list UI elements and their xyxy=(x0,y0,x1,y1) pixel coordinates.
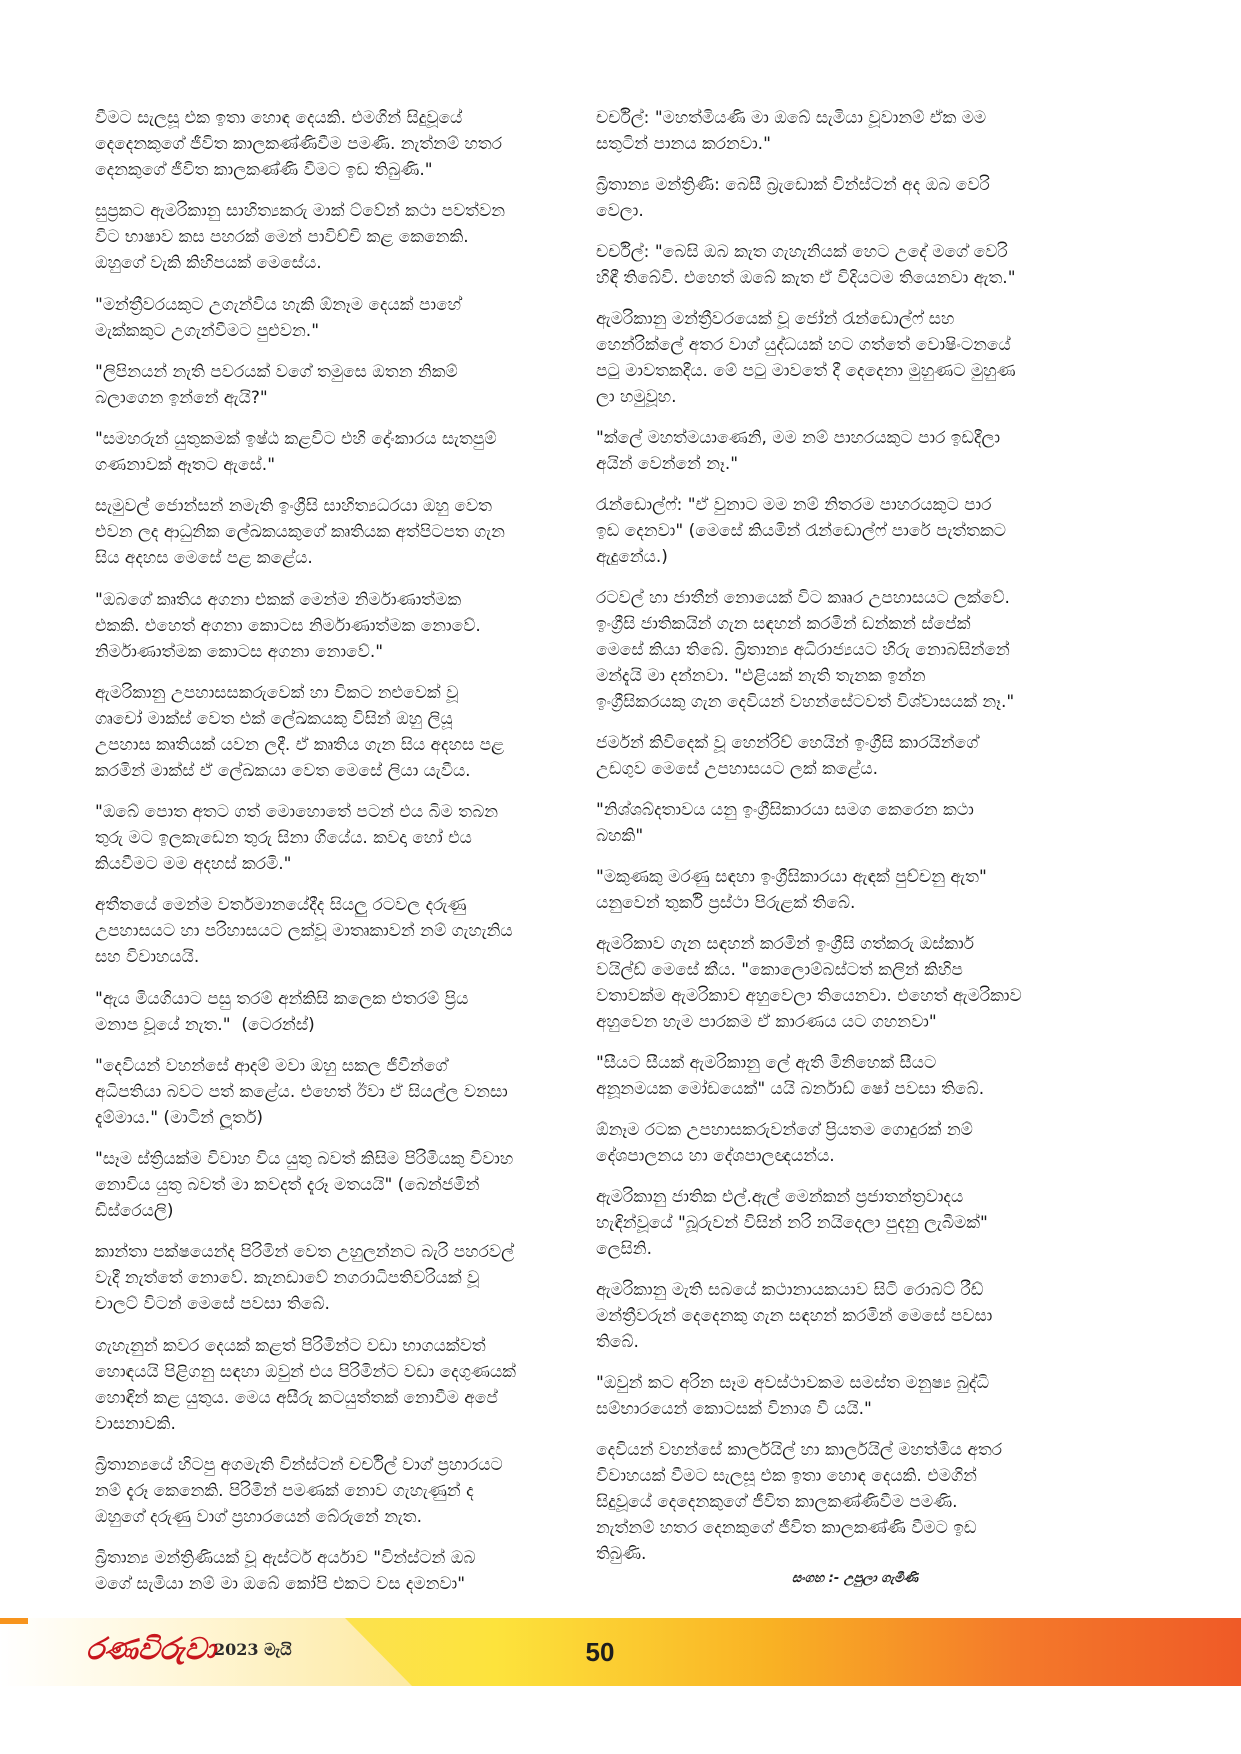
text-line: එකකි. එහෙත් අගනා කොටස නිර්මාණාත්මක නොවේ. xyxy=(95,615,481,636)
text-line: දැම්මාය." (මාටින් ලූතර්) xyxy=(95,1107,263,1128)
text-line: "සමහරුන් යුතුකමක් ඉෂ්ඨ කළවිට එහි දෝංකාරය සැතපුම් xyxy=(95,429,497,449)
text-line: මන්දැයි මා දන්නවා. "එළියක් නැති තැනක ඉන්න xyxy=(596,666,926,686)
magazine-logo: රණවිරුවා xyxy=(86,1632,216,1667)
text-line: හැඳින්වූයේ "බූරුවන් විසින් නරි නයිදෙලා පුදනු ලැබීමක්" xyxy=(596,1213,988,1233)
text-line: ඕනෑම රටක උපහාසකරුවන්ගේ ප්‍රියතම ගොදුරක් නම් xyxy=(596,1120,973,1140)
page-number: 50 xyxy=(585,1637,615,1667)
text-line: චාලට් විටන් මෙසේ පවසා තිබේ. xyxy=(95,1294,330,1315)
paragraph xyxy=(95,198,577,276)
text-line: ඔහුගේ දරුණු වාග් ප්‍රහාරයෙන් බේරුනේ නැත. xyxy=(95,1506,422,1527)
text-line: කාන්තා පක්ෂයෙන්ද පිරිමින් වෙත උහුලන්නට බැරි පහරවල් xyxy=(95,1242,515,1263)
text-line: ඇමරිකානු උපහාසසකරුවෙක් හා විකට නළුවෙක් වූ xyxy=(95,682,459,703)
paragraph xyxy=(596,1184,1088,1262)
text-line: "ක්ලේ මහත්මයාණෙනි, මම නම් පාහරයකුට පාර ඉඩදීලා xyxy=(596,428,1001,448)
page-footer xyxy=(0,1618,1241,1686)
text-line: මෙසේ කියා තිබේ. බ්‍රිතාන්‍ය අධිරාජ්‍යයට හිරු නොබසින්නේ xyxy=(596,640,1010,660)
right-text-column xyxy=(596,105,1088,1567)
paragraph xyxy=(596,864,1088,916)
text-line: ඇමරිකානු මන්ත්‍රීවරයෙක් වූ ජෝන් රැන්ඩොල්ෆ් සහ xyxy=(596,309,955,329)
text-line: "මන්ත්‍රීවරයකුට උගැන්විය හැකි ඕනෑම දෙයක් පාහේ xyxy=(95,294,462,315)
paragraph xyxy=(95,105,577,183)
text-line: බ්‍රිතාන්‍යයේ හිටපු අගමැති වින්ස්ටන් චර්චිල් වාග් ප්‍රහාරයට xyxy=(95,1454,503,1475)
left-text-column xyxy=(95,105,577,1597)
text-line: සතුටින් පානය කරනවා." xyxy=(596,134,771,154)
text-line: තිබේ. xyxy=(596,1332,639,1352)
text-line: දෙනකුගේ ජීවිත කාලකණ්ණි වීමට ඉඩ තිබුණි." xyxy=(95,160,433,180)
text-line: නැත්නම් හතර දෙනකුගේ ජීවිත කාලකණ්ණි වීමට ඉඩ xyxy=(596,1518,977,1538)
text-line: වාසනාවකි. xyxy=(95,1413,176,1434)
text-line: ගණනාවක් ඈතට ඇසේ." xyxy=(95,455,276,475)
text-line: "නිශ්ශබ්දතාවය යනු ඉංග්‍රීසිකාරයා සමග කෙරෙන කථා xyxy=(596,800,974,820)
text-line: සුප්‍රකට ඇමරිකානු සාහිත්‍යකරු මාක් ට්වේන් කථා පවත්වන xyxy=(95,201,506,222)
text-line: හොඳයයි පිළිගනු සඳහා ඔවුන් එය පිරිමින්ට වඩා දෙගුණයක් xyxy=(95,1361,516,1382)
text-line: චර්චිල්: "මහත්මියණි මා ඔබේ සැමියා වූවානම් ඒක මම xyxy=(596,108,987,128)
text-line: විවාහයක් වීමට සැලසූ එක ඉතා හොඳ දෙයකි. එමගින් xyxy=(596,1466,977,1486)
paragraph xyxy=(596,797,1088,849)
text-line: දෙවියන් වහන්සේ කාර්ලයිල් හා කාර්ලයිල් මහත්මිය අතර xyxy=(596,1440,1003,1460)
text-line: වැදී නැත්තේ නොවේ. කැනඩාවේ නගරාධිපතිවරියක් වූ xyxy=(95,1268,480,1289)
article-byline: සංගහ :- උපුලා ගැමීණි xyxy=(791,1571,919,1586)
text-line: ඉංග්‍රීසි ජාතිකයින් ගැන සඳහන් කරමින් ඩන්කන් ස්පේක් xyxy=(596,614,971,634)
text-line: අහුවෙන හැම පාරකම ඒ කාරණය යට ගහනවා" xyxy=(596,1012,937,1032)
text-line: ඉංග්‍රීසිකරයකු ගැන දෙවියන් වහන්සේටවත් විශ්වාසයක් නෑ." xyxy=(596,692,1015,712)
text-line: හොඳින් කළ යුතුය. මෙය අසීරු කටයුත්තක් නොවීම අපේ xyxy=(95,1387,498,1408)
text-line: පටු මාවතකදීය. මේ පටු මාවතේ දී දෙදෙනා මුහුණට මුහුණ xyxy=(596,361,1016,381)
text-line: බ්‍රිතාන්‍ය මන්ත්‍රිණියක් වූ ඇස්ටර් අර්යාව "වින්ස්ටන් ඔබ xyxy=(95,1548,476,1568)
text-line: ග්‍රුචෝ මාක්ස් වෙත එක් ලේඛකයකු විසින් ඔහු ලියූ xyxy=(95,708,453,729)
text-line: "ඔබේ පොත අතට ගත් මොහොතේ පටන් එය බිම තබන xyxy=(95,802,499,822)
paragraph xyxy=(596,1370,1088,1422)
text-line: ඇමරිකානු මැති සබයේ කථානායකයාව සිටි රොබට් රීඩ් xyxy=(596,1280,984,1300)
paragraph xyxy=(596,239,1088,291)
paragraph xyxy=(95,1239,577,1317)
text-line: වතාවක්ම ඇමරිකාව අහුවෙලා තියෙනවා. එහෙත් ඇමරිකාව xyxy=(596,986,1022,1006)
text-line: ලෙසිනි. xyxy=(596,1239,652,1259)
paragraph xyxy=(95,892,577,970)
paragraph xyxy=(95,1146,577,1224)
paragraph xyxy=(596,1277,1088,1355)
text-line: නිර්මාණාත්මක කොටස අගනා නොවේ." xyxy=(95,641,384,662)
text-line: හිඳී තිබේවි. එහෙත් ඔබේ කැත ඒ විදියටම තියෙනවා ඇත." xyxy=(596,268,1016,288)
text-line: අධිපතියා බවට පත් කළේය. එහෙත් ඊවා ඒ සියල්ල වනසා xyxy=(95,1081,508,1102)
paragraph xyxy=(596,425,1088,477)
text-line: තුරු මට ඉලකැඩෙන තුරු සිනා ගියේය. කවදා හෝ එය xyxy=(95,828,472,848)
text-line: "දෙවියන් වහන්සේ ආදම් මවා ඔහු සකල ජීවීන්ගේ xyxy=(95,1055,448,1076)
text-line: ඩිස්රෙයලි) xyxy=(95,1201,174,1221)
text-line: සම්භාරයෙන් කොටසක් විනාශ වී යයි." xyxy=(596,1399,872,1419)
paragraph xyxy=(596,1050,1088,1102)
issue-date: 2023 මැයි xyxy=(214,1640,292,1659)
text-line: වයිල්ඩ් මෙසේ කීය. "කොලොම්බස්ටත් කලින් කිහිප xyxy=(596,960,963,980)
text-line: ජර්මන් කිවිදෙක් වූ හෙන්රිච් හෙයින් ඉංග්‍රීසි කාරයින්ගේ xyxy=(596,733,979,753)
paragraph xyxy=(95,493,577,571)
paragraph xyxy=(95,359,577,411)
text-line: ඇමරිකානු ජාතික එල්.ඇල් මෙන්කන් ප්‍රජාතන්ත්‍රවාදය xyxy=(596,1187,964,1207)
text-line: "ඔවුන් කට අරින සෑම අවස්ථාවකම සමස්ත මනුෂ්‍ය බුද්ධි xyxy=(596,1373,990,1393)
paragraph xyxy=(95,426,577,478)
text-line: එවන ලද ආධුනික ලේඛකයකුගේ කෘතියක අත්පිටපත ගැන xyxy=(95,522,505,543)
text-line: උපහාසයට හා පරිහාසයට ලක්වූ මාතෘකාවන් නම් ගැහැනිය xyxy=(95,921,513,942)
text-line: බහකි" xyxy=(596,826,644,846)
paragraph xyxy=(596,1117,1088,1169)
text-line: කියවීමට මම අදහස් කරමි." xyxy=(95,854,292,874)
paragraph xyxy=(95,292,577,344)
paragraph xyxy=(95,1333,577,1437)
text-line: බලාගෙන ඉන්නේ ඇයි?" xyxy=(95,387,268,408)
text-line: දේශපාලනය හා දේශපාලඥයන්ය. xyxy=(596,1146,835,1166)
text-line: හෙන්රික්ලේ අතර වාග් යුද්ධයක් හට ගත්තේ වොෂිංටනයේ xyxy=(596,335,1011,355)
paragraph xyxy=(95,1545,577,1597)
text-line: "මකුණකු මරණු සඳහා ඉංග්‍රීසිකාරයා ඇඳක් පුච්චනු ඇත" xyxy=(596,867,987,887)
text-line: මගේ සැමියා නම් මා ඔබේ කෝපි එකට වස දමනවා" xyxy=(95,1574,466,1594)
text-line: මනාප වූයේ නැත." (ටෙරන්ස්) xyxy=(95,1014,315,1035)
text-line: උපහාස කෘතියක් යවන ලදී. ඒ කෘතිය ගැන සිය අදහස පළ xyxy=(95,734,505,755)
text-line: තිබුණි. xyxy=(596,1544,647,1564)
text-line: ඇදුනේය.) xyxy=(596,547,668,567)
text-line: "ඇය මියගියාට පසු තරම් අන්කිසි කලෙක එතරම් ප්‍රිය xyxy=(95,988,469,1009)
paragraph xyxy=(596,585,1088,715)
footer-edge-accent xyxy=(0,1618,28,1624)
text-line: අයින් වෙන්නේ නෑ." xyxy=(596,454,739,474)
paragraph xyxy=(596,1437,1088,1567)
text-line: සිය අදහස මෙසේ පළ කළේය. xyxy=(95,548,313,569)
text-line: "ලිපිනයන් නැති පවරයක් වගේ තමුසෙ ඔතන නිකම් xyxy=(95,361,458,382)
paragraph xyxy=(596,492,1088,570)
paragraph xyxy=(95,799,577,877)
text-line: උඩගුව මෙසේ උපහාසයට ලක් කළේය. xyxy=(596,759,879,779)
text-line: චර්චිල්: "බෙසි ඔබ කැත ගැහැනියක් හෙට උදේ මගේ වෙරි xyxy=(596,242,1008,262)
text-line: "සෑම ස්ත්‍රියක්ම විවාහ විය යුතු බවත් කිසිම පිරිමියකු විවාහ xyxy=(95,1149,514,1169)
text-line: ගැහැනුන් කවර දෙයක් කළත් පිරිමින්ට වඩා භාගයක්වත් xyxy=(95,1335,486,1356)
text-line: අතීතයේ මෙන්ම වර්තමානයේදීද සියලු රටවල දරුණු xyxy=(95,895,467,916)
text-line: වෙලා. xyxy=(596,201,644,221)
text-line: කරමින් මාක්ස් ඒ ලේඛකයා වෙත මෙසේ ලියා යැවීය. xyxy=(95,760,471,781)
text-line: "සීයට සීයක් ඇමරිකානු ලේ ඇති මිනිහෙක් සීයට xyxy=(596,1053,937,1073)
text-line: යනුවෙන් තුර්කි ප්‍රස්ථා පිරුළක් තිබේ. xyxy=(596,893,856,913)
text-line: සැමුවල් ජොන්සන් නමැති ඉංග්‍රීසි සාහිත්‍යධරයා ඔහු වෙත xyxy=(95,496,492,517)
text-line: නම් දැරූ කෙනෙකි. පිරිමින් පමණක් නොව ගැහැණුන් ද xyxy=(95,1480,474,1501)
text-line: බ්‍රිතාන්‍ය මන්ත්‍රිණී: බෙසී බ්‍රැඩොක් වින්ස්ටන් අද ඔබ වෙරි xyxy=(596,175,990,195)
paragraph xyxy=(596,306,1088,410)
paragraph xyxy=(95,680,577,784)
text-line: වීමට සැලසූ එක ඉතා හොඳ දෙයකි. එමගින් සිදුවූයේ xyxy=(95,108,463,128)
paragraph xyxy=(95,587,577,665)
paragraph xyxy=(596,172,1088,224)
text-line: සහ විවාහයයි. xyxy=(95,947,200,968)
text-line: ඔහුගේ වැකි කිහිපයක් මෙසේය. xyxy=(95,253,322,274)
text-line: රැන්ඩොල්ෆ්: "ඒ වුනාට මම නම් නිතරම පාහරයකුට පාර xyxy=(596,495,992,515)
paragraph xyxy=(95,1053,577,1131)
text-line: දෙදෙනකුගේ ජීවිත කාලකණ්ණිවීම පමණි. නැත්නම් හතර xyxy=(95,134,503,154)
text-line: විට භාෂාව කස පහරක් මෙන් පාවිච්චි කළ කෙනෙකි. xyxy=(95,227,469,248)
text-line: අනූනමයක මෝඩයෙක්" යයි බර්නාඩ් ෂෝ පවසා තිබේ. xyxy=(596,1079,985,1099)
text-line: රටවල් හා ජාතීන් නොයෙක් විට කෲර උපහාසයට ලක්වේ. xyxy=(596,588,1010,608)
paragraph xyxy=(596,730,1088,782)
text-line: නොවිය යුතු බවත් මා කවදත් දැරූ මතයයි" (බෙන්ජමින් xyxy=(95,1175,480,1195)
text-line: ඉඩ දෙනවා" (මෙසේ කියමින් රැන්ඩොල්ෆ් පාරේ පැත්තකට xyxy=(596,521,1006,541)
text-line: ලා හමුවූහ. xyxy=(596,387,677,407)
paragraph xyxy=(596,105,1088,157)
text-line: මන්ත්‍රීවරුන් දෙදෙනකු ගැන සඳහන් කරමින් මෙසේ පවසා xyxy=(596,1306,993,1326)
paragraph xyxy=(95,1452,577,1530)
text-line: "ඔබගේ කෘතිය අගනා එකක් මෙන්ම නිර්මාණාත්මක xyxy=(95,589,462,610)
text-line: ඇමරිකාව ගැන සඳහන් කරමින් ඉංග්‍රීසි ගත්කරු ඔස්කාර් xyxy=(596,934,974,954)
paragraph xyxy=(596,931,1088,1035)
text-line: සිදුවූයේ දෙදෙනකුගේ ජීවිත කාලකණ්ණිවීම පමණි. xyxy=(596,1492,958,1512)
text-line: මැක්කකුට උගැන්වීමට පුළුවන." xyxy=(95,320,320,341)
paragraph xyxy=(95,986,577,1038)
